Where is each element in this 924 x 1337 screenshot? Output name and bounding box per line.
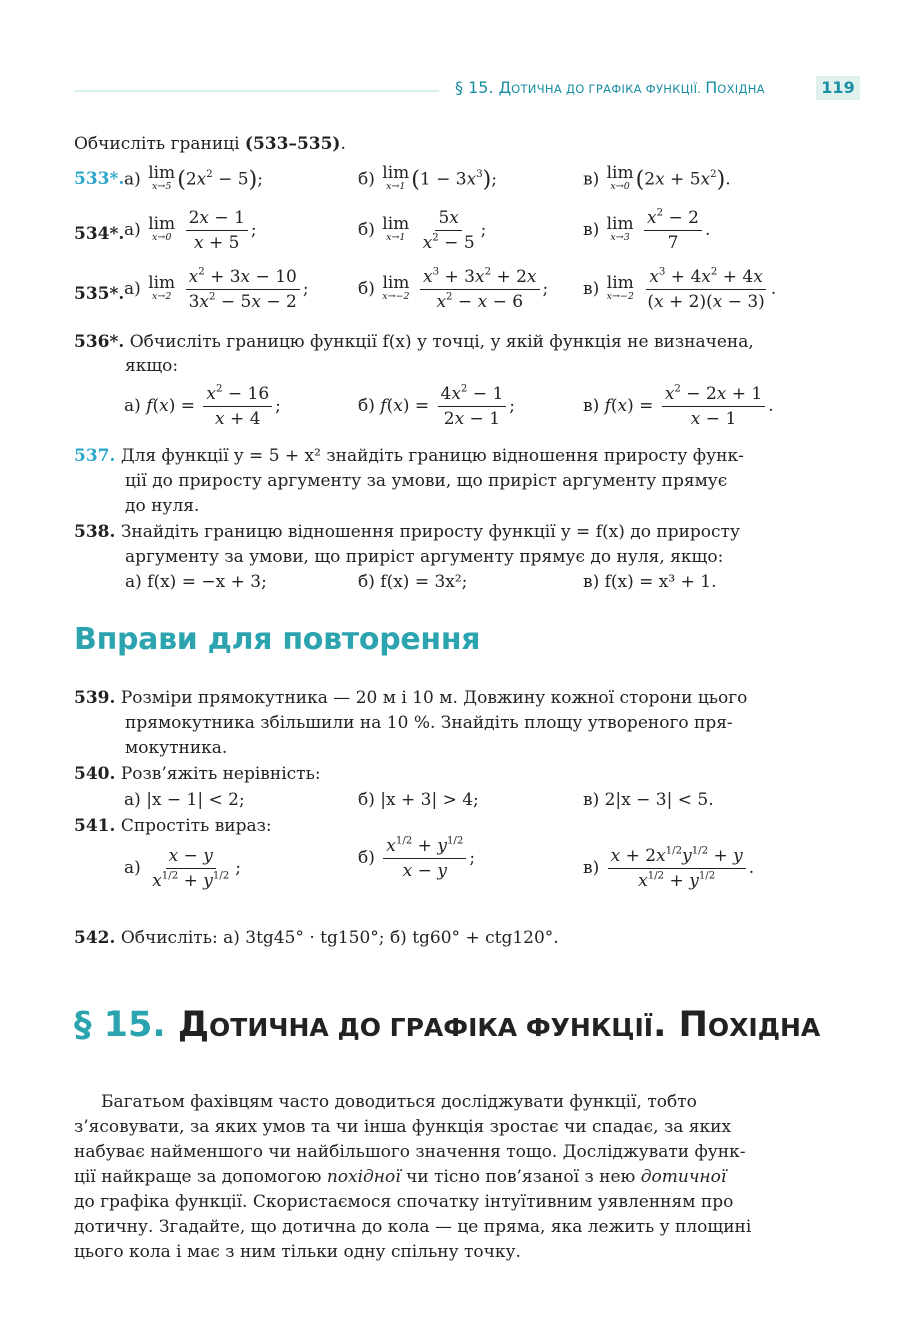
ex536-c: в) f(x) = $\frac{x^2 - 2x + 1}{x - 1}$ . — [583, 383, 774, 429]
ex538-a: а) f(x) = −x + 3; — [125, 572, 267, 592]
ex541-c: в) $\frac{x + 2x^{1/2}y^{1/2} + y}{x^{1/2} + y^{1/2}}$ . — [583, 845, 755, 891]
exercise-540: 540. Розв’яжіть нерівність: — [74, 764, 321, 784]
exercise-533: 533*. — [74, 169, 125, 189]
exercise-542: 542. Обчисліть: а) 3tg45° · tg150°; б) tg60° + ctg120°. — [74, 928, 559, 948]
ex534-a: а) lim x→0 $\frac{2x - 1}{x + 5}$ ; — [124, 208, 257, 253]
ex541-a: а) $\frac{x - y}{x^{1/2} + y^{1/2}}$ ; — [124, 846, 241, 891]
exercise-539: 539. Розміри прямокутника — 20 м і 10 м. Довжину кожної сторони цього — [74, 688, 748, 708]
ex533-a: а) lim x→5 $(2x^2 - 5)$; — [124, 163, 263, 193]
ex535-c: в) lim x→−2 $\frac{x^3 + 4x^2 + 4x}{(x + 2)(x - 3)}$ . — [583, 266, 777, 312]
ex533-c: в) lim x→0 $(2x + 5x^2)$. — [583, 163, 731, 193]
ex536-a: а) f(x) = $\frac{x^2 - 16}{x + 4}$ ; — [124, 383, 281, 429]
ex538-c: в) f(x) = x³ + 1. — [583, 572, 717, 592]
exercise-537-line2: ції до приросту аргументу за умови, що приріст аргументу прямує — [125, 471, 728, 491]
ex541-b: б) $\frac{x^{1/2} + y^{1/2}}{x - y}$ ; — [358, 835, 476, 881]
exercise-538-line2: аргументу за умови, що приріст аргументу прямує до нуля, якщо: — [125, 547, 724, 567]
exercise-538: 538. Знайдіть границю відношення приросту функції y = f(x) до приросту — [74, 522, 740, 542]
ex538-b: б) f(x) = 3x²; — [358, 572, 468, 592]
ex540-a: а) |x − 1| < 2; — [124, 790, 245, 810]
exercise-539-line2: прямокутника збільшили на 10 %. Знайдіть площу утвореного пря- — [125, 713, 733, 733]
exercise-541: 541. Спростіть вираз: — [74, 816, 272, 836]
ex533-b: б) lim x→1 $(1 - 3x^3)$; — [358, 163, 498, 193]
ex540-b: б) |x + 3| > 4; — [358, 790, 479, 810]
paragraph-heading: § 15. ДОТИЧНА ДО ГРАФІКА ФУНКЦІЇ. ПОХІДНА — [74, 1005, 821, 1045]
exercise-539-line3: мокутника. — [125, 738, 228, 758]
intro-line: Обчисліть границі (533–535). — [74, 134, 346, 154]
running-header: § 15. ДОТИЧНА ДО ГРАФІКА ФУНКЦІЇ. ПОХІДНА — [455, 78, 765, 97]
ex534-c: в) lim x→3 $\frac{x^2 - 2}{7}$ . — [583, 207, 711, 253]
body-paragraph: Багатьом фахівцям часто доводиться досліджувати функції, тобто з’ясовувати, за яких умов та чи інша функція зростає чи спадає, за яких набуває найменшого чи найбільшого значення тощо. Досліджувати функ- ції найкраще за допомогою похідної чи тісно пов’язаної з нею дотичної до графіка функції. Скористаємося спочатку інтуїтивним уявленням про дотичну. Згадайте, що дотична до кола — це пряма, яка лежить у площині цього кола і має з ним тільки одну спільну точку. — [74, 1092, 752, 1262]
exercise-537: 537. Для функції y = 5 + x² знайдіть границю відношення приросту функ- — [74, 446, 744, 466]
ex534-b: б) lim x→1 $\frac{5x}{x^2 - 5}$ ; — [358, 208, 487, 253]
page-number: 119 — [816, 76, 860, 100]
exercise-535: 535*. — [74, 284, 125, 304]
ex536-b: б) f(x) = $\frac{4x^2 - 1}{2x - 1}$ ; — [358, 383, 516, 429]
exercise-534: 534*. — [74, 224, 125, 244]
review-heading: Вправи для повторення — [74, 622, 481, 657]
ex540-c: в) 2|x − 3| < 5. — [583, 790, 714, 810]
header-rule — [74, 90, 439, 92]
ex535-b: б) lim x→−2 $\frac{x^3 + 3x^2 + 2x}{x^2 - x - 6}$ ; — [358, 266, 549, 312]
ex535-a: а) lim x→2 $\frac{x^2 + 3x - 10}{3x^2 - 5x - 2}$ ; — [124, 266, 309, 312]
exercise-537-line3: до нуля. — [125, 496, 200, 516]
exercise-536: 536*. Обчисліть границю функції f(x) у точці, у якій функція не визначена, — [74, 332, 754, 352]
exercise-536-line2: якщо: — [125, 356, 179, 376]
